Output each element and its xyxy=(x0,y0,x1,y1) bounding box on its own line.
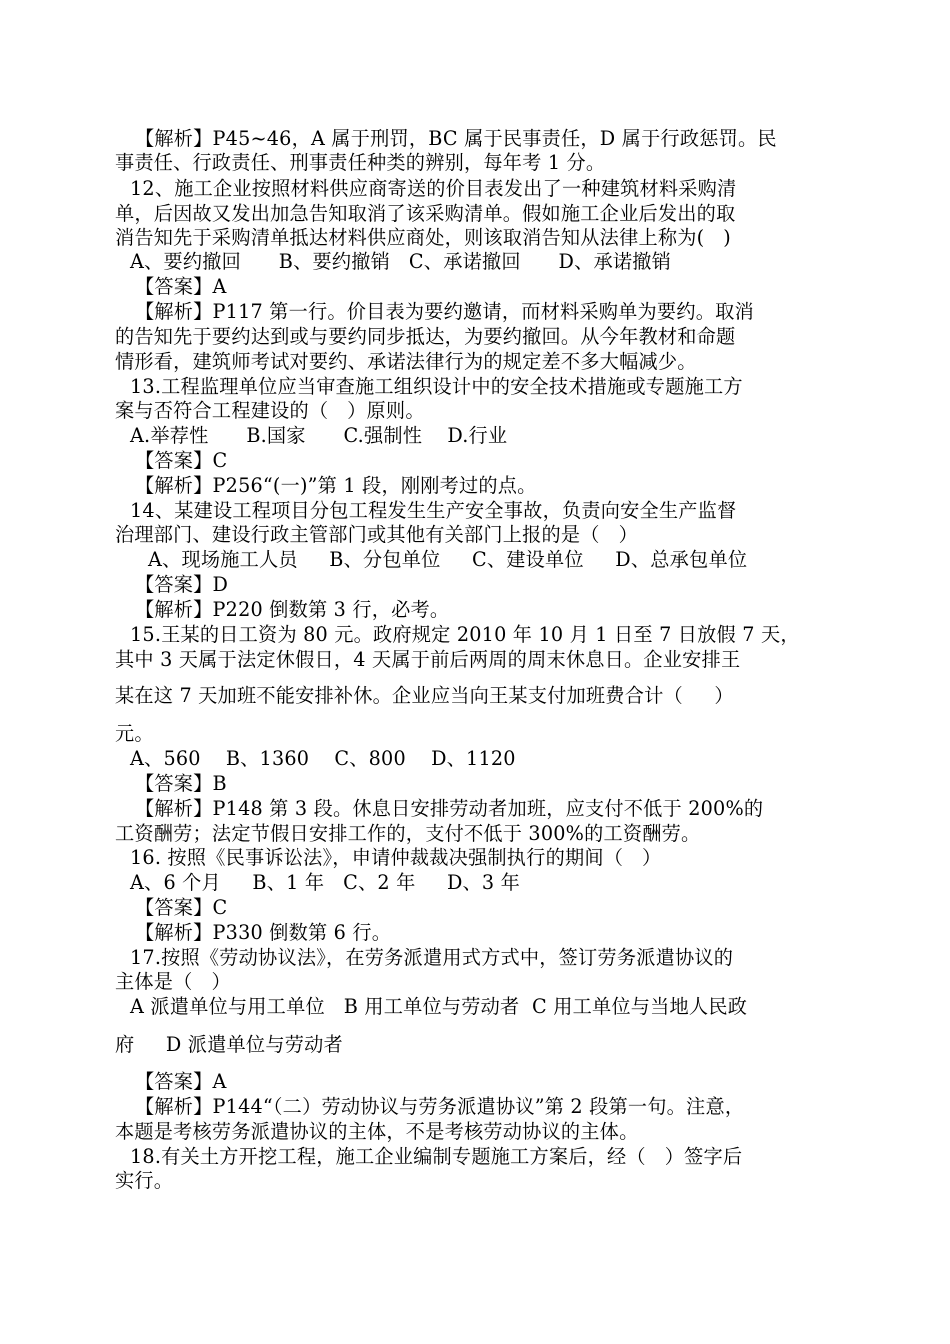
text-line-28: 工资酬劳；法定节假日安排工作的，支付不低于 300%的工资酬劳。 xyxy=(115,822,701,845)
text-line-2: 事责任、行政责任、刑事责任种类的辨别，每年考 1 分。 xyxy=(115,151,606,174)
text-line-25: A、560 B、1360 C、800 D、1120 xyxy=(130,747,516,770)
text-line-20: 【解析】P220 倒数第 3 行，必考。 xyxy=(135,598,450,621)
text-line-7: 【答案】A xyxy=(135,275,227,298)
text-line-23: 某在这 7 天加班不能安排补休。企业应当向王某支付加班费合计（ ） xyxy=(115,684,734,707)
text-line-34: 主体是（ ） xyxy=(115,970,231,993)
text-line-14: 【答案】C xyxy=(135,449,228,472)
text-line-12: 案与否符合工程建设的（ ）原则。 xyxy=(115,399,425,422)
text-line-41: 实行。 xyxy=(115,1169,174,1192)
text-line-38: 【解析】P144“（二）劳动协议与劳务派遣协议”第 2 段第一句。注意， xyxy=(135,1095,745,1118)
text-line-1: 【解析】P45~46，A 属于刑罚，BC 属于民事责任，D 属于行政惩罚。民 xyxy=(135,127,777,150)
text-line-27: 【解析】P148 第 3 段。休息日安排劳动者加班，应支付不低于 200%的 xyxy=(135,797,764,820)
text-line-13: A.举荐性 B.国家 C.强制性 D.行业 xyxy=(130,424,508,447)
text-line-5: 消告知先于采购清单抵达材料供应商处，则该取消告知从法律上称为( ) xyxy=(115,226,731,249)
text-line-8: 【解析】P117 第一行。价目表为要约邀请，而材料采购单为要约。取消 xyxy=(135,300,754,323)
text-line-33: 17.按照《劳动协议法》，在劳务派遣用式方式中，签订劳务派遣协议的 xyxy=(130,946,734,969)
text-line-35: A 派遣单位与用工单位 B 用工单位与劳动者 C 用工单位与当地人民政 xyxy=(130,995,748,1018)
text-line-11: 13.工程监理单位应当审查施工组织设计中的安全技术措施或专题施工方 xyxy=(130,375,743,398)
text-line-32: 【解析】P330 倒数第 6 行。 xyxy=(135,921,392,944)
text-line-15: 【解析】P256“(一)”第 1 段，刚刚考过的点。 xyxy=(135,474,537,497)
text-line-29: 16. 按照《民事诉讼法》，申请仲裁裁决强制执行的期间（ ） xyxy=(130,846,662,869)
text-line-39: 本题是考核劳务派遣协议的主体，不是考核劳动协议的主体。 xyxy=(115,1120,639,1143)
text-line-40: 18.有关土方开挖工程，施工企业编制专题施工方案后，经（ ）签字后 xyxy=(130,1145,743,1168)
text-line-18: A、现场施工人员 B、分包单位 C、建设单位 D、总承包单位 xyxy=(148,548,748,571)
text-line-30: A、6 个月 B、1 年 C、2 年 D、3 年 xyxy=(130,871,521,894)
text-line-24: 元。 xyxy=(115,722,154,745)
text-line-6: A、要约撤回 B、要约撤销 C、承诺撤回 D、承诺撤销 xyxy=(130,250,672,273)
text-line-16: 14、某建设工程项目分包工程发生生产安全事故，负责向安全生产监督 xyxy=(130,499,737,522)
text-line-19: 【答案】D xyxy=(135,573,229,596)
text-line-3: 12、施工企业按照材料供应商寄送的价目表发出了一种建筑材料采购清 xyxy=(130,177,737,200)
text-line-9: 的告知先于要约达到或与要约同步抵达，为要约撤回。从今年教材和命题 xyxy=(115,325,736,348)
text-line-36: 府 D 派遣单位与劳动者 xyxy=(115,1033,343,1056)
text-line-21: 15.王某的日工资为 80 元。政府规定 2010 年 10 月 1 日至 7 日放假 7 天， xyxy=(130,623,800,646)
text-line-17: 治理部门、建设行政主管部门或其他有关部门上报的是（ ） xyxy=(115,523,638,546)
text-line-22: 其中 3 天属于法定休假日，4 天属于前后两周的周末休息日。企业安排王 xyxy=(115,648,741,671)
text-line-26: 【答案】B xyxy=(135,772,227,795)
text-line-37: 【答案】A xyxy=(135,1070,227,1093)
text-line-31: 【答案】C xyxy=(135,896,228,919)
text-line-4: 单，后因故又发出加急告知取消了该采购清单。假如施工企业后发出的取 xyxy=(115,202,736,225)
text-line-10: 情形看，建筑师考试对要约、承诺法律行为的规定差不多大幅减少。 xyxy=(115,350,697,373)
